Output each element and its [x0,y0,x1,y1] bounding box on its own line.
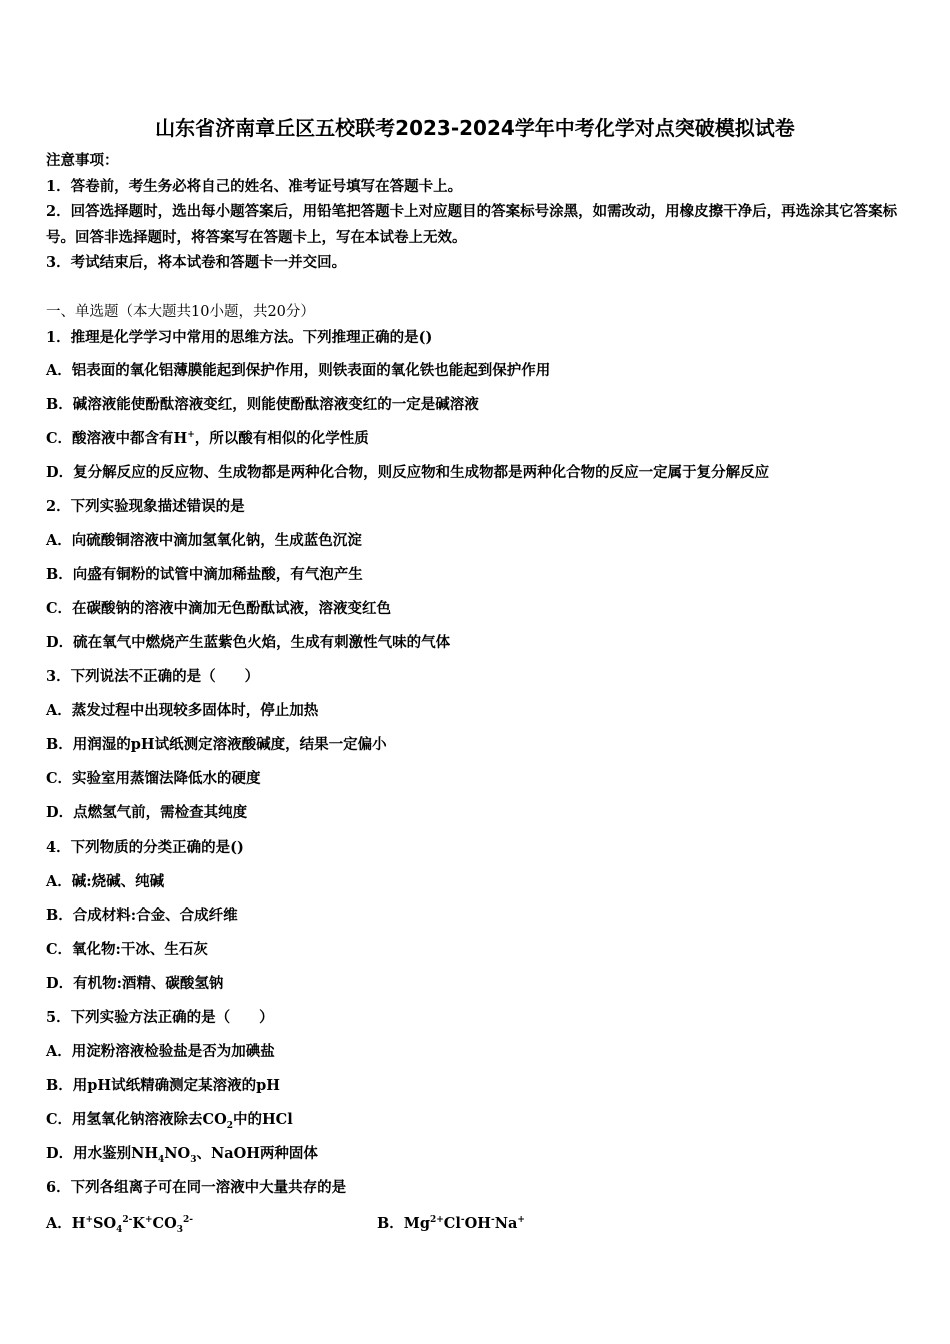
q5d-mid: NO [164,1145,191,1162]
question-4-option-c: C．氧化物:干冰、生石灰 [46,941,208,958]
question-5-option-c [46,1111,293,1129]
question-2-option-a: A．向硫酸铜溶液中滴加氢氧化钠，生成蓝色沉淀 [46,532,362,549]
q6a-sub-3: 3 [176,1224,183,1235]
q5d-tail: 、NaOH两种固体 [196,1145,318,1162]
notice-heading: 注意事项： [46,152,119,169]
question-6-option-b [377,1212,525,1233]
q1c-sup: + [187,430,195,441]
q6a-charge-3: + [145,1215,153,1226]
question-3-stem: 3．下列说法不正确的是（ ） [46,668,260,685]
q6b-charge-1: 2+ [429,1215,444,1226]
q6b-ion-mg: Mg [403,1215,430,1232]
q6b-charge-2: - [460,1215,465,1226]
q6b-ion-na: Na [494,1215,518,1232]
q6b-ion-cl: Cl [443,1215,461,1232]
q5c-text: C．用氢氧化钠溶液除去CO [46,1111,227,1128]
q6a-ion-so: SO [93,1215,117,1232]
question-2-stem: 2．下列实验现象描述错误的是 [46,498,245,515]
section-heading: 一、单选题（本大题共10小题，共20分） [46,304,315,320]
question-1-stem: 1．推理是化学学习中常用的思维方法。下列推理正确的是() [46,329,433,346]
q6b-prefix: B． [377,1215,404,1232]
notice-item-1: 1．答卷前，考生务必将自己的姓名、准考证号填写在答题卡上。 [46,178,463,195]
question-6-stem: 6．下列各组离子可在同一溶液中大量共存的是 [46,1179,347,1196]
q5d-sub2: 3 [190,1154,197,1165]
question-4-option-d: D．有机物:酒精、碳酸氢钠 [46,975,224,992]
question-5-stem: 5．下列实验方法正确的是（ ） [46,1009,274,1026]
q6a-charge-4: 2- [182,1215,193,1226]
question-1-option-d: D．复分解反应的反应物、生成物都是两种化合物，则反应物和生成物都是两种化合物的反应一定属于复分解反应 [46,464,770,481]
notice-item-2: 2．回答选择题时，选出每小题答案后，用铅笔把答题卡上对应题目的答案标号涂黑，如需改动，用橡皮擦干净后，再选涂其它答案标号。回答非选择题时，将答案写在答题卡上，写在本试卷上无效。 [46,203,898,246]
q6b-charge-4: + [517,1215,525,1226]
question-1-option-a: A．铝表面的氧化铝薄膜能起到保护作用，则铁表面的氧化铁也能起到保护作用 [46,362,551,379]
q1c-tail: ，所以酸有相似的化学性质 [194,430,369,447]
question-1-option-b: B．碱溶液能使酚酞溶液变红，则能使酚酞溶液变红的一定是碱溶液 [46,396,479,413]
exam-title: 山东省济南章丘区五校联考2023-2024学年中考化学对点突破模拟试卷 [155,116,795,140]
q6b-ion-oh: OH [464,1215,491,1232]
question-3-option-b: B．用润湿的pH试纸测定溶液酸碱度，结果一定偏小 [46,736,387,753]
question-3-option-d: D．点燃氢气前，需检查其纯度 [46,804,248,821]
question-2-option-b: B．向盛有铜粉的试管中滴加稀盐酸，有气泡产生 [46,566,363,583]
notice-item-3: 3．考试结束后，将本试卷和答题卡一并交回。 [46,254,347,271]
question-3-option-c: C．实验室用蒸馏法降低水的硬度 [46,770,261,787]
question-6-option-a [46,1212,193,1233]
q6a-ion-co: CO [152,1215,177,1232]
q5c-sub: 2 [226,1120,233,1131]
question-4-option-a: A．碱:烧碱、纯碱 [46,873,165,890]
question-5-option-b: B．用pH试纸精确测定某溶液的pH [46,1077,280,1094]
question-2-option-c: C．在碳酸钠的溶液中滴加无色酚酞试液，溶液变红色 [46,600,392,617]
q1c-text: C．酸溶液中都含有H [46,430,188,447]
question-3-option-a: A．蒸发过程中出现较多固体时，停止加热 [46,702,319,719]
q5d-sub1: 4 [158,1154,165,1165]
q6a-ion-h: H [71,1215,86,1232]
question-4-option-b: B．合成材料:合金、合成纤维 [46,907,238,924]
q6a-charge-1: + [85,1215,94,1226]
question-5-option-d [46,1145,318,1163]
q6b-charge-3: - [490,1215,495,1226]
q5c-tail: 中的HCl [232,1111,293,1128]
question-2-option-d: D．硫在氧气中燃烧产生蓝紫色火焰，生成有刺激性气味的气体 [46,634,451,651]
question-1-option-c [46,430,369,448]
q6a-ion-k: K [132,1215,145,1232]
question-5-option-a: A．用淀粉溶液检验盐是否为加碘盐 [46,1043,275,1060]
q6a-prefix: A． [46,1215,72,1232]
q6a-sub-4: 4 [116,1224,123,1235]
q5d-text: D．用水鉴别NH [46,1145,159,1162]
q6a-charge-2: 2- [122,1215,133,1226]
question-4-stem: 4．下列物质的分类正确的是() [46,839,244,856]
